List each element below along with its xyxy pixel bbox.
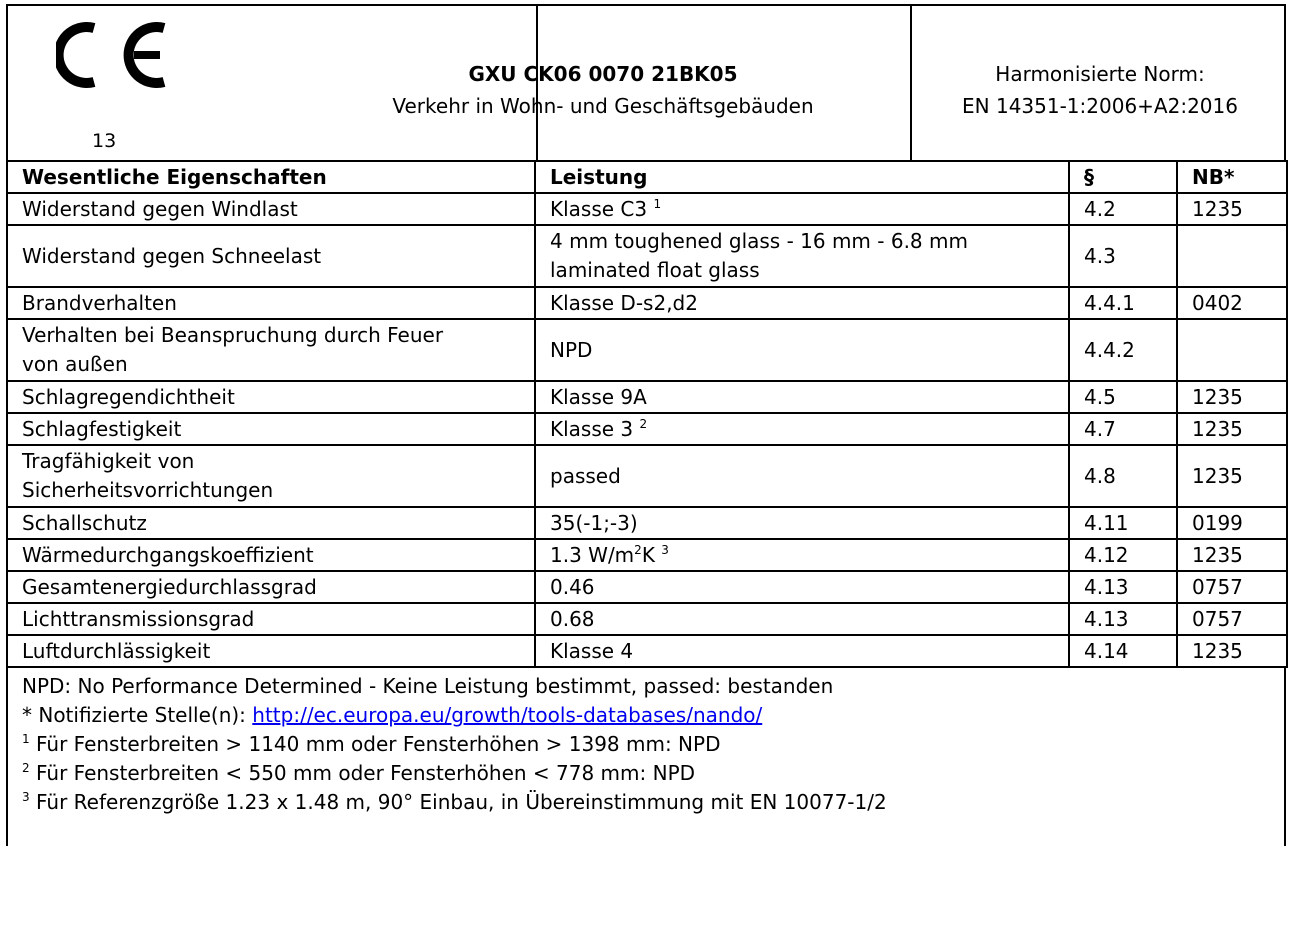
- property-cell: Widerstand gegen Windlast: [7, 193, 535, 225]
- table-row: [7, 287, 1287, 319]
- performance-text: Klasse C3: [550, 197, 648, 221]
- section-cell: 4.4.2: [1069, 319, 1177, 381]
- footnote-text: Für Fensterbreiten < 550 mm oder Fensterhöhen < 778 mm: NPD: [36, 761, 696, 785]
- nb-cell: [1177, 225, 1287, 287]
- nb-cell: 1235: [1177, 445, 1287, 507]
- property-line-2: Sicherheitsvorrichtungen: [22, 478, 274, 502]
- performance-cell: [535, 413, 1069, 445]
- property-line-1: Tragfähigkeit von: [22, 449, 195, 473]
- nb-cell: 0402: [1177, 287, 1287, 319]
- footnote-mark: 2: [22, 761, 30, 775]
- section-cell: 4.12: [1069, 539, 1177, 571]
- footnote-mark: 3: [661, 543, 669, 557]
- table-row: [7, 225, 1287, 287]
- nb-cell: 1235: [1177, 539, 1287, 571]
- table-row: [7, 507, 1287, 539]
- section-cell: 4.13: [1069, 571, 1177, 603]
- section-cell: 4.4.1: [1069, 287, 1177, 319]
- footnote-2: [22, 759, 1284, 788]
- section-cell: 4.2: [1069, 193, 1177, 225]
- section-cell: 4.8: [1069, 445, 1177, 507]
- nb-cell: 0199: [1177, 507, 1287, 539]
- performance-cell: 0.68: [535, 603, 1069, 635]
- property-cell: Schallschutz: [7, 507, 535, 539]
- nb-cell: 1235: [1177, 635, 1287, 667]
- property-cell: [7, 445, 535, 507]
- ce-mark-icon: [56, 20, 176, 90]
- nb-cell: 0757: [1177, 571, 1287, 603]
- nb-cell: 1235: [1177, 193, 1287, 225]
- header-section: §: [1069, 161, 1177, 193]
- norm-value: EN 14351-1:2006+A2:2016: [962, 94, 1238, 118]
- property-cell: Gesamtenergiedurchlassgrad: [7, 571, 535, 603]
- ce-number: 13: [92, 130, 117, 152]
- table-row: [7, 571, 1287, 603]
- table-row: [7, 445, 1287, 507]
- table-row: [7, 635, 1287, 667]
- footnote-mark: 1: [22, 732, 30, 746]
- footnote-text: Für Fensterbreiten > 1140 mm oder Fensterhöhen > 1398 mm: NPD: [36, 732, 721, 756]
- footnote-mark: 2: [639, 417, 648, 431]
- performance-cell: NPD: [535, 319, 1069, 381]
- performance-cell: [535, 225, 1069, 287]
- table-row: [7, 413, 1287, 445]
- performance-cell: Klasse D-s2,d2: [535, 287, 1069, 319]
- property-cell: Wärmedurchgangskoeffizient: [7, 539, 535, 571]
- section-cell: 4.5: [1069, 381, 1177, 413]
- npd-note: NPD: No Performance Determined - Keine Leistung bestimmt, passed: bestanden: [22, 674, 834, 698]
- intended-use: Verkehr in Wohn- und Geschäftsgebäuden: [392, 94, 814, 118]
- property-cell: [7, 319, 535, 381]
- notified-body-note: [22, 701, 1284, 730]
- nb-cell: 1235: [1177, 413, 1287, 445]
- nando-link[interactable]: http://ec.europa.eu/growth/tools-databases/nando/: [252, 703, 763, 727]
- performance-cell: [535, 193, 1069, 225]
- notes-section: [6, 668, 1286, 846]
- declaration-sheet: [6, 4, 1286, 846]
- properties-table: [6, 160, 1288, 668]
- notified-body-label: * Notifizierte Stelle(n):: [22, 703, 253, 727]
- section-cell: 4.13: [1069, 603, 1177, 635]
- section-cell: 4.3: [1069, 225, 1177, 287]
- property-cell: Widerstand gegen Schneelast: [7, 225, 535, 287]
- performance-cell: passed: [535, 445, 1069, 507]
- table-row: [7, 603, 1287, 635]
- header-nb: NB*: [1177, 161, 1287, 193]
- performance-line-2: laminated float glass: [550, 258, 760, 282]
- property-cell: Schlagfestigkeit: [7, 413, 535, 445]
- table-row: [7, 381, 1287, 413]
- table-row: [7, 539, 1287, 571]
- performance-cell: 0.46: [535, 571, 1069, 603]
- norm-cell: [910, 6, 1288, 160]
- footnote-3: [22, 788, 1284, 817]
- table-header-row: [7, 161, 1287, 193]
- section-cell: 4.7: [1069, 413, 1177, 445]
- property-cell: Luftdurchlässigkeit: [7, 635, 535, 667]
- footnote-mark: 3: [22, 790, 30, 804]
- table-row: [7, 319, 1287, 381]
- performance-cell: [535, 539, 1069, 571]
- property-line-2: von außen: [22, 352, 128, 376]
- footnote-mark: 1: [653, 197, 662, 211]
- nb-cell: [1177, 319, 1287, 381]
- property-cell: Lichttransmissionsgrad: [7, 603, 535, 635]
- performance-cell: Klasse 4: [535, 635, 1069, 667]
- performance-text: Klasse 3: [550, 417, 634, 441]
- norm-label: Harmonisierte Norm:: [995, 62, 1205, 86]
- property-line-1: Verhalten bei Beanspruchung durch Feuer: [22, 323, 444, 347]
- footnote-text: Für Referenzgröße 1.23 x 1.48 m, 90° Einbau, in Übereinstimmung mit EN 10077-1/2: [36, 790, 887, 814]
- unit-exponent: 2: [634, 543, 642, 557]
- section-cell: 4.11: [1069, 507, 1177, 539]
- header: [6, 4, 1286, 160]
- norm-text: [912, 58, 1288, 122]
- nb-cell: 0757: [1177, 603, 1287, 635]
- performance-cell: Klasse 9A: [535, 381, 1069, 413]
- header-performance: Leistung: [535, 161, 1069, 193]
- performance-unit-suffix: K: [641, 543, 655, 567]
- section-cell: 4.14: [1069, 635, 1177, 667]
- title-block: [300, 58, 906, 122]
- performance-text: 1.3 W/m: [550, 543, 635, 567]
- nb-cell: 1235: [1177, 381, 1287, 413]
- property-cell: Schlagregendichtheit: [7, 381, 535, 413]
- performance-line-1: 4 mm toughened glass - 16 mm - 6.8 mm: [550, 229, 968, 253]
- footnote-1: [22, 730, 1284, 759]
- property-cell: Brandverhalten: [7, 287, 535, 319]
- performance-cell: 35(-1;-3): [535, 507, 1069, 539]
- header-property: Wesentliche Eigenschaften: [7, 161, 535, 193]
- table-row: [7, 193, 1287, 225]
- product-code: GXU CK06 0070 21BK05: [468, 62, 738, 86]
